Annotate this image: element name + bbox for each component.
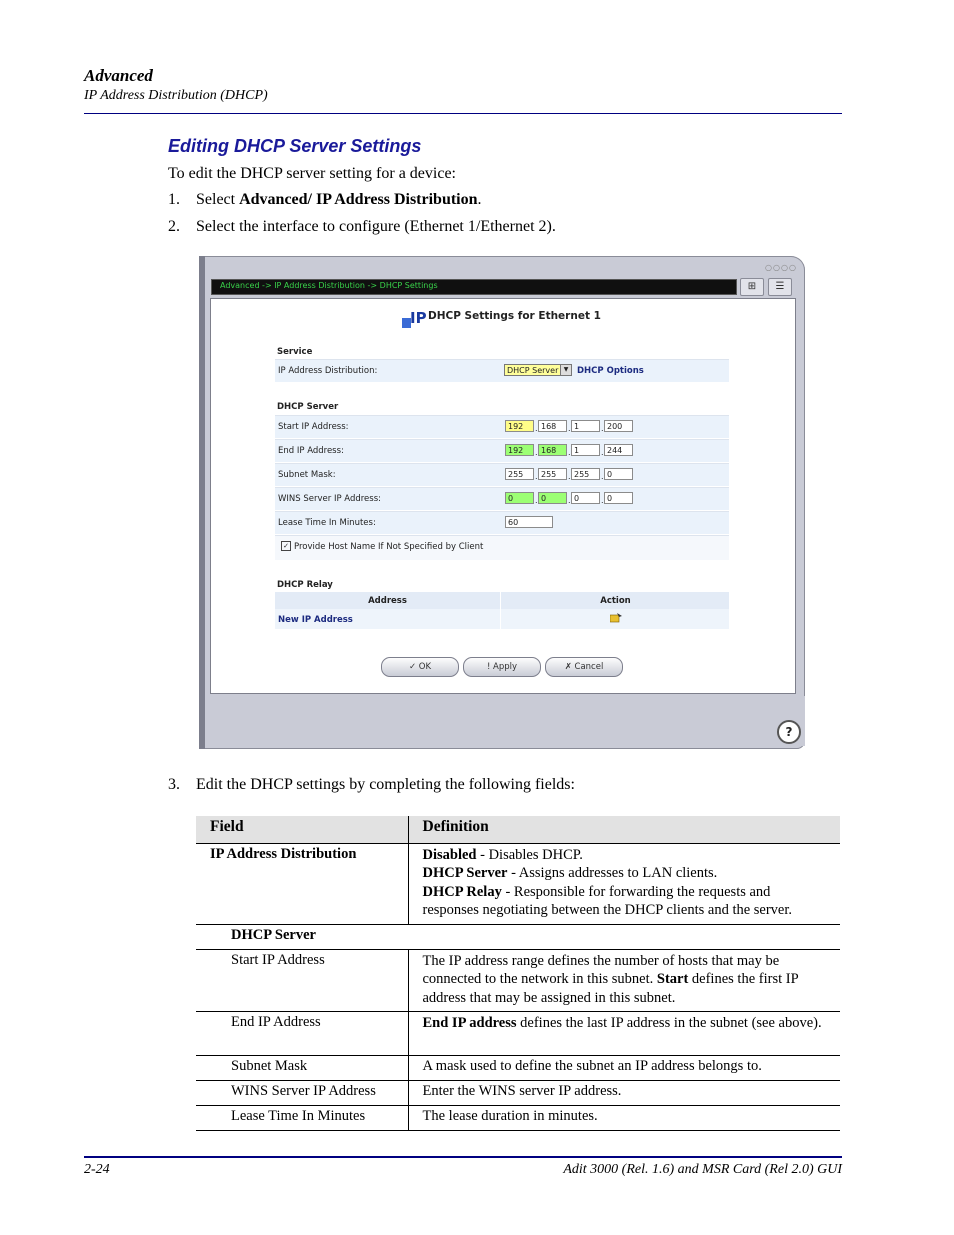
table-row <box>196 1081 840 1106</box>
add-entry-icon[interactable] <box>610 613 622 623</box>
dhcp-settings-screenshot <box>199 256 805 749</box>
col-field-header: Field <box>196 816 408 843</box>
step-3 <box>168 776 575 794</box>
apply-button[interactable]: ! Apply <box>463 657 541 677</box>
table-section-row <box>196 924 840 949</box>
relay-col-action: Action <box>600 596 631 606</box>
field-cell: Start IP Address <box>196 949 408 1012</box>
step-number: 1. <box>168 191 180 208</box>
dhcp-server-heading: DHCP Server <box>231 926 316 943</box>
ip-distribution-value: DHCP Server <box>507 366 559 375</box>
lease-time-input[interactable]: 60 <box>505 516 553 528</box>
field-cell: Subnet Mask <box>196 1056 408 1081</box>
dhcp-options-link[interactable]: DHCP Options <box>577 366 644 376</box>
ip-distribution-definition <box>408 843 840 924</box>
definition-cell: The IP address range defines the number of hosts that may be connected to the network in this subnet. Start defines the first IP address that may be assigned in this subnet. <box>422 952 799 1006</box>
wins-octet-1[interactable]: 0 <box>505 492 534 504</box>
ip-distribution-row <box>275 359 729 382</box>
service-group-label: Service <box>277 347 313 357</box>
hostname-label: Provide Host Name If Not Specified by Client <box>294 542 484 552</box>
table-row <box>196 1012 840 1056</box>
relay-table-row <box>275 609 729 629</box>
breadcrumb: Advanced -> IP Address Distribution -> DHCP Settings <box>220 281 438 290</box>
start-ip-row: Start IP Address: 192 . 168 . 1 . 200 <box>275 415 729 438</box>
field-cell: WINS Server IP Address <box>196 1081 408 1106</box>
table-header-row <box>196 816 840 843</box>
end-ip-octet-2[interactable]: 168 <box>538 444 567 456</box>
end-ip-octet-4[interactable]: 244 <box>604 444 633 456</box>
ip-distribution-select[interactable] <box>504 364 572 376</box>
step-number: 2. <box>168 218 180 235</box>
ip-distribution-field: IP Address Distribution <box>196 843 408 924</box>
header-rule <box>84 113 842 114</box>
table-row <box>196 843 840 924</box>
step-text: Edit the DHCP settings by completing the following fields: <box>196 776 575 793</box>
field-cell: Lease Time In Minutes <box>196 1106 408 1131</box>
settings-panel <box>210 298 796 694</box>
step-1 <box>168 191 482 209</box>
page-number: 2-24 <box>84 1162 110 1177</box>
wins-octet-4[interactable]: 0 <box>604 492 633 504</box>
new-ip-address-link[interactable]: New IP Address <box>278 615 353 625</box>
window-edge <box>199 256 205 749</box>
table-row <box>196 1056 840 1081</box>
start-ip-octet-3[interactable]: 1 <box>571 420 600 432</box>
step-2 <box>168 218 556 236</box>
subnet-mask-label: Subnet Mask: <box>278 470 336 480</box>
step-number: 3. <box>168 776 180 793</box>
page-title: DHCP Settings for Ethernet 1 <box>428 310 601 322</box>
field-cell: End IP Address <box>196 1012 408 1056</box>
footer-rule <box>84 1156 842 1158</box>
def-text: - Assigns addresses to LAN clients. <box>507 865 718 881</box>
definition-cell: The lease duration in minutes. <box>422 1108 598 1124</box>
table-row <box>196 949 840 1012</box>
network-map-icon[interactable]: ⊞ <box>740 278 764 296</box>
subnet-octet-3[interactable]: 255 <box>571 468 600 480</box>
breadcrumb-bar <box>211 279 737 295</box>
chapter-title: Advanced <box>84 66 153 85</box>
chapter-subtitle: IP Address Distribution (DHCP) <box>84 88 268 103</box>
window-bottom-bar <box>205 696 805 746</box>
start-ip-label: Start IP Address: <box>278 422 349 432</box>
col-definition-header: Definition <box>422 818 489 835</box>
def-term: Disabled <box>422 846 477 863</box>
document-title: Adit 3000 (Rel. 1.6) and MSR Card (Rel 2.0) GUI <box>563 1162 842 1177</box>
intro-text: To edit the DHCP server setting for a device: <box>168 165 456 182</box>
help-icon[interactable]: ? <box>777 720 801 744</box>
ok-button[interactable]: ✓ OK <box>381 657 459 677</box>
subnet-mask-row: Subnet Mask: 255 . 255 . 255 . 0 <box>275 463 729 486</box>
ip-distribution-label: IP Address Distribution: <box>278 366 378 376</box>
window-grip[interactable]: ○○○○ <box>765 263 797 272</box>
start-ip-octet-4[interactable]: 200 <box>604 420 633 432</box>
subnet-octet-2[interactable]: 255 <box>538 468 567 480</box>
subnet-octet-1[interactable]: 255 <box>505 468 534 480</box>
end-ip-row: End IP Address: 192 . 168 . 1 . 244 <box>275 439 729 462</box>
def-term: DHCP Relay <box>422 883 502 900</box>
definition-cell: A mask used to define the subnet an IP address belongs to. <box>422 1058 762 1074</box>
chevron-down-icon: ▼ <box>560 365 571 375</box>
list-view-icon[interactable]: ☰ <box>768 278 792 296</box>
def-text: - Responsible for forwarding the requests and responses negotiating between the DHCP clients and the server. <box>422 883 793 918</box>
ip-distribution-icon <box>401 308 427 330</box>
end-ip-octet-1[interactable]: 192 <box>505 444 534 456</box>
hostname-checkbox[interactable]: ✓ <box>281 541 291 551</box>
wins-octet-2[interactable]: 0 <box>538 492 567 504</box>
step-text-end: . <box>477 191 482 208</box>
definition-cell: End IP address defines the last IP address in the subnet (see above). <box>422 1015 822 1031</box>
start-ip-octet-2[interactable]: 168 <box>538 420 567 432</box>
definition-cell: Enter the WINS server IP address. <box>422 1083 622 1099</box>
field-definition-table <box>196 816 840 1131</box>
wins-octet-3[interactable]: 0 <box>571 492 600 504</box>
wins-label: WINS Server IP Address: <box>278 494 381 504</box>
dhcp-relay-group-label: DHCP Relay <box>277 580 333 590</box>
wins-row: WINS Server IP Address: 0 . 0 . 0 . 0 <box>275 487 729 510</box>
svg-text:IP: IP <box>410 309 427 327</box>
step-text: Select <box>196 191 240 208</box>
step-bold-text: Advanced/ IP Address Distribution <box>239 191 478 208</box>
hostname-row <box>275 535 729 560</box>
relay-col-address: Address <box>368 596 407 606</box>
end-ip-octet-3[interactable]: 1 <box>571 444 600 456</box>
def-text: - Disables DHCP. <box>476 846 583 863</box>
def-term: DHCP Server <box>422 865 508 881</box>
subnet-octet-4[interactable]: 0 <box>604 468 633 480</box>
table-row <box>196 1106 840 1131</box>
start-ip-octet-1[interactable]: 192 <box>505 420 534 432</box>
step-text: Select the interface to configure (Ethernet 1/Ethernet 2). <box>196 218 556 235</box>
relay-table-header <box>275 592 729 609</box>
end-ip-label: End IP Address: <box>278 446 344 456</box>
lease-time-row <box>275 511 729 534</box>
cancel-button[interactable]: ✗ Cancel <box>545 657 623 677</box>
lease-time-label: Lease Time In Minutes: <box>278 518 376 528</box>
section-title: Editing DHCP Server Settings <box>168 136 422 156</box>
dhcp-server-group-label: DHCP Server <box>277 402 339 412</box>
